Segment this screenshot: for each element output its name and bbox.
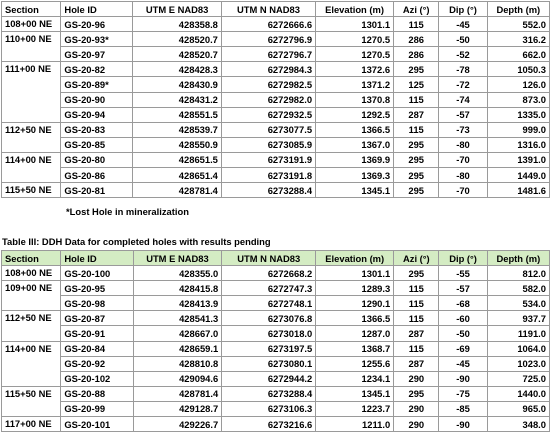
- utm-e-cell: 428781.4: [133, 183, 222, 198]
- elevation-cell: 1223.7: [316, 401, 394, 416]
- section-cell: [2, 296, 61, 311]
- utm-e-cell: 428651.5: [133, 152, 222, 167]
- azimuth-cell: 295: [394, 137, 439, 152]
- table-row: [2, 47, 550, 62]
- utm-e-cell: 428431.2: [133, 92, 222, 107]
- depth-cell: 1191.0: [487, 326, 549, 341]
- table-row: [2, 92, 550, 107]
- azimuth-cell: 286: [394, 47, 439, 62]
- dip-cell: -68: [439, 296, 487, 311]
- header-elevation: Elevation (m): [316, 2, 394, 17]
- depth-cell: 937.7: [487, 311, 549, 326]
- section-cell: 108+00 NE: [2, 17, 61, 32]
- dip-cell: -45: [439, 17, 487, 32]
- utm-n-cell: 6272984.3: [221, 62, 315, 77]
- dip-cell: -57: [439, 281, 487, 296]
- hole-id-cell: GS-20-99: [61, 401, 133, 416]
- section-cell: 112+50 NE: [2, 311, 61, 326]
- utm-e-cell: 428428.3: [133, 62, 222, 77]
- utm-e-cell: 428651.4: [133, 168, 222, 183]
- header-dip: Dip (°): [439, 251, 487, 266]
- azimuth-cell: 115: [394, 296, 439, 311]
- azimuth-cell: 115: [394, 17, 439, 32]
- utm-n-cell: 6272796.7: [221, 47, 315, 62]
- elevation-cell: 1366.5: [316, 122, 394, 137]
- hole-id-cell: GS-20-91: [61, 326, 133, 341]
- depth-cell: 348.0: [487, 417, 549, 432]
- utm-n-cell: 6272666.6: [221, 17, 315, 32]
- section-cell: 109+00 NE: [2, 281, 61, 296]
- azimuth-cell: 287: [394, 107, 439, 122]
- table-row: [2, 326, 550, 341]
- section-cell: [2, 107, 61, 122]
- section-cell: [2, 326, 61, 341]
- depth-cell: 662.0: [487, 47, 549, 62]
- elevation-cell: 1287.0: [316, 326, 394, 341]
- section-cell: [2, 356, 61, 371]
- dip-cell: -70: [439, 183, 487, 198]
- table-row: [2, 77, 550, 92]
- dip-cell: -75: [439, 386, 487, 401]
- elevation-cell: 1372.6: [316, 62, 394, 77]
- elevation-cell: 1369.9: [316, 152, 394, 167]
- hole-id-cell: GS-20-80: [61, 152, 133, 167]
- hole-id-cell: GS-20-82: [61, 62, 133, 77]
- azimuth-cell: 115: [394, 281, 439, 296]
- section-cell: 117+00 NE: [2, 417, 61, 432]
- azimuth-cell: 290: [394, 417, 439, 432]
- elevation-cell: 1290.1: [316, 296, 394, 311]
- elevation-cell: 1368.7: [316, 341, 394, 356]
- utm-n-cell: 6272982.5: [221, 77, 315, 92]
- hole-id-cell: GS-20-97: [61, 47, 133, 62]
- hole-id-cell: GS-20-86: [61, 168, 133, 183]
- azimuth-cell: 286: [394, 32, 439, 47]
- azimuth-cell: 295: [394, 183, 439, 198]
- utm-n-cell: 6272796.9: [221, 32, 315, 47]
- header-hole-id: Hole ID: [61, 251, 133, 266]
- ddh-table-pending: [1, 250, 550, 432]
- hole-id-cell: GS-20-98: [61, 296, 133, 311]
- depth-cell: 965.0: [487, 401, 549, 416]
- utm-e-cell: 428520.7: [133, 47, 222, 62]
- utm-e-cell: 428550.9: [133, 137, 222, 152]
- table-row: [2, 32, 550, 47]
- section-cell: 114+00 NE: [2, 341, 61, 356]
- section-cell: [2, 168, 61, 183]
- elevation-cell: 1234.1: [316, 371, 394, 386]
- utm-e-cell: 428551.5: [133, 107, 222, 122]
- table-row: [2, 152, 550, 167]
- azimuth-cell: 295: [394, 386, 439, 401]
- lost-hole-note: *Lost Hole in mineralization: [66, 206, 189, 217]
- hole-id-cell: GS-20-85: [61, 137, 133, 152]
- azimuth-cell: 115: [394, 92, 439, 107]
- section-cell: 115+50 NE: [2, 183, 61, 198]
- dip-cell: -70: [439, 152, 487, 167]
- depth-cell: 1050.3: [487, 62, 549, 77]
- header-utm-e: UTM E NAD83: [133, 2, 222, 17]
- dip-cell: -73: [439, 122, 487, 137]
- azimuth-cell: 295: [394, 152, 439, 167]
- depth-cell: 725.0: [487, 371, 549, 386]
- hole-id-cell: GS-20-95: [61, 281, 133, 296]
- elevation-cell: 1301.1: [316, 266, 394, 281]
- table-row: [2, 122, 550, 137]
- elevation-cell: 1289.3: [316, 281, 394, 296]
- section-cell: [2, 371, 61, 386]
- table-row: [2, 266, 550, 281]
- elevation-cell: 1371.2: [316, 77, 394, 92]
- table-row: [2, 341, 550, 356]
- ddh-table-completed: [1, 1, 550, 198]
- dip-cell: -80: [439, 168, 487, 183]
- dip-cell: -78: [439, 62, 487, 77]
- utm-n-cell: 6273197.5: [222, 341, 316, 356]
- table-row: [2, 62, 550, 77]
- azimuth-cell: 287: [394, 326, 439, 341]
- dip-cell: -69: [439, 341, 487, 356]
- utm-e-cell: 428541.3: [133, 311, 222, 326]
- header-section: Section: [2, 2, 61, 17]
- dip-cell: -80: [439, 137, 487, 152]
- utm-n-cell: 6273216.6: [222, 417, 316, 432]
- utm-e-cell: 428413.9: [133, 296, 222, 311]
- header-section: Section: [2, 251, 61, 266]
- dip-cell: -74: [439, 92, 487, 107]
- table-row: [2, 107, 550, 122]
- hole-id-cell: GS-20-83: [61, 122, 133, 137]
- section-cell: 112+50 NE: [2, 122, 61, 137]
- depth-cell: 812.0: [487, 266, 549, 281]
- utm-e-cell: 428520.7: [133, 32, 222, 47]
- hole-id-cell: GS-20-87: [61, 311, 133, 326]
- header-depth: Depth (m): [487, 251, 549, 266]
- depth-cell: 552.0: [487, 17, 549, 32]
- hole-id-cell: GS-20-93*: [61, 32, 133, 47]
- depth-cell: 1316.0: [487, 137, 549, 152]
- table-header-row: [2, 2, 550, 17]
- utm-n-cell: 6273080.1: [222, 356, 316, 371]
- utm-e-cell: 428415.8: [133, 281, 222, 296]
- header-utm-e: UTM E NAD83: [133, 251, 222, 266]
- table-header-row: [2, 251, 550, 266]
- elevation-cell: 1345.1: [316, 183, 394, 198]
- table-row: [2, 356, 550, 371]
- utm-n-cell: 6273106.3: [222, 401, 316, 416]
- utm-n-cell: 6273076.8: [222, 311, 316, 326]
- depth-cell: 1335.0: [487, 107, 549, 122]
- hole-id-cell: GS-20-88: [61, 386, 133, 401]
- dip-cell: -90: [439, 417, 487, 432]
- depth-cell: 582.0: [487, 281, 549, 296]
- azimuth-cell: 295: [394, 62, 439, 77]
- utm-n-cell: 6273191.9: [221, 152, 315, 167]
- depth-cell: 1391.0: [487, 152, 549, 167]
- dip-cell: -52: [439, 47, 487, 62]
- azimuth-cell: 125: [394, 77, 439, 92]
- utm-e-cell: 428659.1: [133, 341, 222, 356]
- utm-n-cell: 6272668.2: [222, 266, 316, 281]
- table-row: [2, 281, 550, 296]
- azimuth-cell: 115: [394, 122, 439, 137]
- dip-cell: -50: [439, 326, 487, 341]
- table-row: [2, 17, 550, 32]
- table-row: [2, 168, 550, 183]
- utm-e-cell: 428358.8: [133, 17, 222, 32]
- utm-n-cell: 6272982.0: [221, 92, 315, 107]
- elevation-cell: 1211.0: [316, 417, 394, 432]
- azimuth-cell: 290: [394, 401, 439, 416]
- hole-id-cell: GS-20-89*: [61, 77, 133, 92]
- elevation-cell: 1370.8: [316, 92, 394, 107]
- utm-n-cell: 6273288.4: [222, 386, 316, 401]
- hole-id-cell: GS-20-84: [61, 341, 133, 356]
- elevation-cell: 1366.5: [316, 311, 394, 326]
- utm-e-cell: 429226.7: [133, 417, 222, 432]
- utm-n-cell: 6272747.3: [222, 281, 316, 296]
- utm-n-cell: 6272944.2: [222, 371, 316, 386]
- utm-e-cell: 428781.4: [133, 386, 222, 401]
- dip-cell: -55: [439, 266, 487, 281]
- elevation-cell: 1255.6: [316, 356, 394, 371]
- depth-cell: 1440.0: [487, 386, 549, 401]
- dip-cell: -57: [439, 107, 487, 122]
- header-utm-n: UTM N NAD83: [221, 2, 315, 17]
- elevation-cell: 1301.1: [316, 17, 394, 32]
- utm-e-cell: 428667.0: [133, 326, 222, 341]
- depth-cell: 1064.0: [487, 341, 549, 356]
- utm-n-cell: 6272748.1: [222, 296, 316, 311]
- table-row: [2, 296, 550, 311]
- dip-cell: -85: [439, 401, 487, 416]
- elevation-cell: 1292.5: [316, 107, 394, 122]
- section-cell: 114+00 NE: [2, 152, 61, 167]
- utm-n-cell: 6273018.0: [222, 326, 316, 341]
- depth-cell: 1481.6: [487, 183, 549, 198]
- dip-cell: -45: [439, 356, 487, 371]
- hole-id-cell: GS-20-100: [61, 266, 133, 281]
- hole-id-cell: GS-20-92: [61, 356, 133, 371]
- hole-id-cell: GS-20-81: [61, 183, 133, 198]
- table-row: [2, 137, 550, 152]
- depth-cell: 1023.0: [487, 356, 549, 371]
- table-row: [2, 417, 550, 432]
- table-row: [2, 386, 550, 401]
- utm-n-cell: 6272932.5: [221, 107, 315, 122]
- azimuth-cell: 115: [394, 311, 439, 326]
- utm-n-cell: 6273288.4: [221, 183, 315, 198]
- elevation-cell: 1367.0: [316, 137, 394, 152]
- table-row: [2, 371, 550, 386]
- hole-id-cell: GS-20-101: [61, 417, 133, 432]
- table-row: [2, 183, 550, 198]
- depth-cell: 126.0: [487, 77, 549, 92]
- section-cell: 115+50 NE: [2, 386, 61, 401]
- depth-cell: 534.0: [487, 296, 549, 311]
- elevation-cell: 1345.1: [316, 386, 394, 401]
- depth-cell: 873.0: [487, 92, 549, 107]
- depth-cell: 999.0: [487, 122, 549, 137]
- table-caption: Table III: DDH Data for completed holes with results pending: [2, 236, 271, 247]
- utm-e-cell: 428810.8: [133, 356, 222, 371]
- utm-e-cell: 428430.9: [133, 77, 222, 92]
- table-row: [2, 311, 550, 326]
- header-azimuth: Azi (°): [394, 2, 439, 17]
- section-cell: [2, 77, 61, 92]
- section-cell: [2, 401, 61, 416]
- hole-id-cell: GS-20-102: [61, 371, 133, 386]
- dip-cell: -50: [439, 32, 487, 47]
- utm-e-cell: 429094.6: [133, 371, 222, 386]
- azimuth-cell: 295: [394, 266, 439, 281]
- section-cell: 111+00 NE: [2, 62, 61, 77]
- header-hole-id: Hole ID: [61, 2, 133, 17]
- header-azimuth: Azi (°): [394, 251, 439, 266]
- hole-id-cell: GS-20-96: [61, 17, 133, 32]
- section-cell: 110+00 NE: [2, 32, 61, 47]
- header-depth: Depth (m): [487, 2, 549, 17]
- elevation-cell: 1270.5: [316, 32, 394, 47]
- section-cell: [2, 47, 61, 62]
- azimuth-cell: 115: [394, 341, 439, 356]
- dip-cell: -90: [439, 371, 487, 386]
- elevation-cell: 1270.5: [316, 47, 394, 62]
- azimuth-cell: 290: [394, 371, 439, 386]
- hole-id-cell: GS-20-90: [61, 92, 133, 107]
- azimuth-cell: 295: [394, 168, 439, 183]
- dip-cell: -60: [439, 311, 487, 326]
- utm-e-cell: 428539.7: [133, 122, 222, 137]
- section-cell: [2, 92, 61, 107]
- utm-e-cell: 428355.0: [133, 266, 222, 281]
- utm-e-cell: 429128.7: [133, 401, 222, 416]
- section-cell: 108+00 NE: [2, 266, 61, 281]
- utm-n-cell: 6273085.9: [221, 137, 315, 152]
- section-cell: [2, 137, 61, 152]
- utm-n-cell: 6273077.5: [221, 122, 315, 137]
- header-utm-n: UTM N NAD83: [222, 251, 316, 266]
- elevation-cell: 1369.3: [316, 168, 394, 183]
- header-elevation: Elevation (m): [316, 251, 394, 266]
- azimuth-cell: 287: [394, 356, 439, 371]
- utm-n-cell: 6273191.8: [221, 168, 315, 183]
- dip-cell: -72: [439, 77, 487, 92]
- depth-cell: 1449.0: [487, 168, 549, 183]
- header-dip: Dip (°): [439, 2, 487, 17]
- depth-cell: 316.2: [487, 32, 549, 47]
- table-row: [2, 401, 550, 416]
- hole-id-cell: GS-20-94: [61, 107, 133, 122]
